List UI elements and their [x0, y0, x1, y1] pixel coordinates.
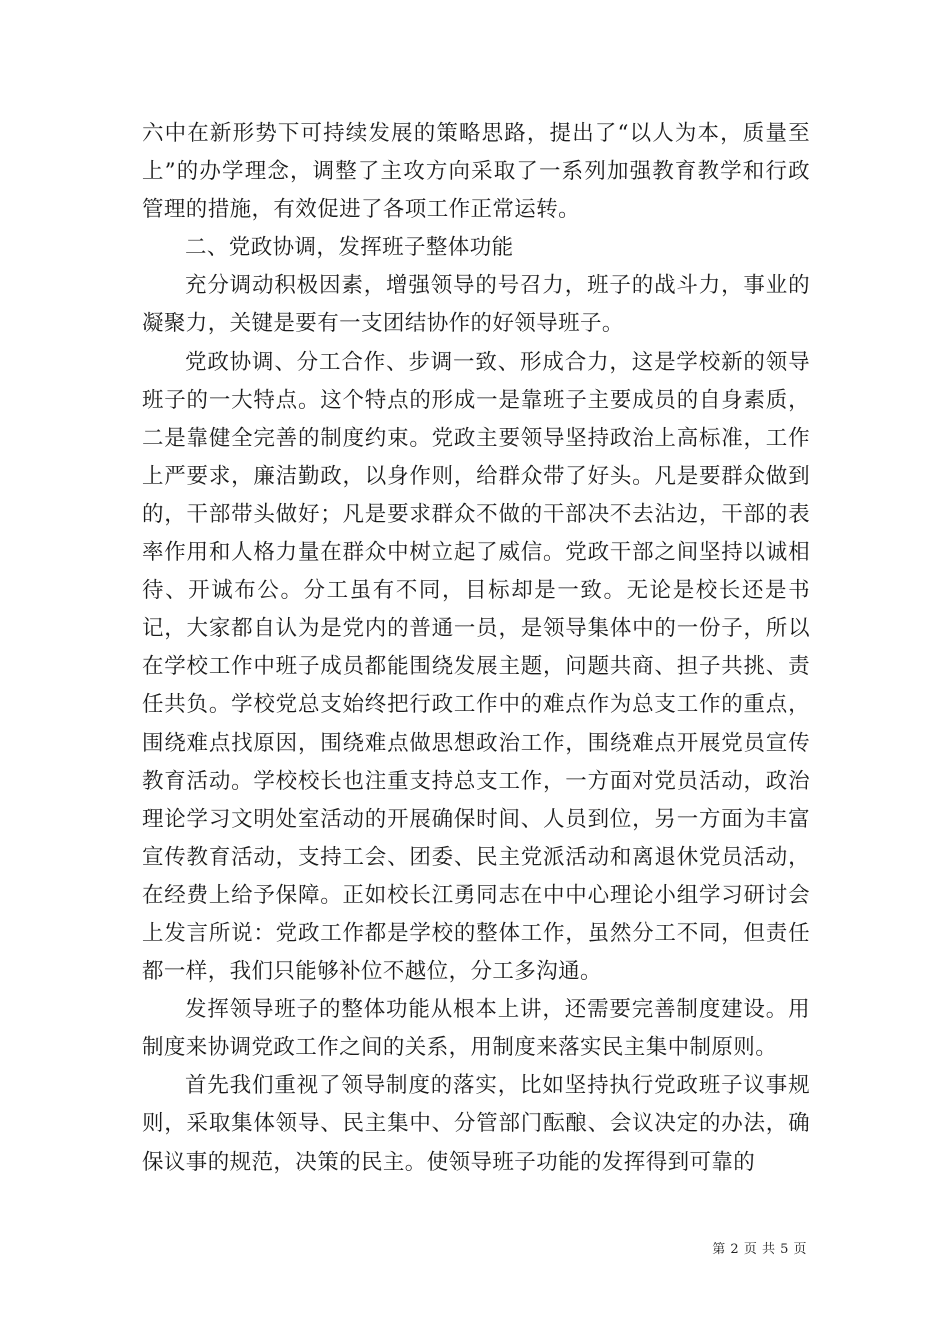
paragraph: 充分调动积极因素，增强领导的号召力，班子的战斗力，事业的凝聚力，关键是要有一支团结协作的好领导班子。: [142, 273, 810, 337]
paragraph: 首先我们重视了领导制度的落实，比如坚持执行党政班子议事规则，采取集体领导、民主集中、分管部门酝酿、会议决定的办法，确保议事的规范，决策的民主。使领导班子功能的发挥得到可靠的: [142, 1073, 810, 1175]
paragraph: 党政协调、分工合作、步调一致、形成合力，这是学校新的领导班子的一大特点。这个特点的形成一是靠班子主要成员的自身素质，二是靠健全完善的制度约束。党政主要领导坚持政治上高标准，工作上严要求，廉洁勤政，以身作则，给群众带了好头。凡是要群众做到的，干部带头做好；凡是要求群众不做的干部决不去沾边，干部的表率作用和人格力量在群众中树立起了威信。党政干部之间坚持以诚相待、开诚布公。分工虽有不同，目标却是一致。无论是校长还是书记，大家都自认为是党内的普通一员，是领导集体中的一份子，所以在学校工作中班子成员都能围绕发展主题，问题共商、担子共挑、责任共负。学校党总支始终把行政工作中的难点作为总支工作的重点，围绕难点找原因，围绕难点做思想政治工作，围绕难点开展党员宣传教育活动。学校校长也注重支持总支工作，一方面对党员活动，政治理论学习文明处室活动的开展确保时间、人员到位，另一方面为丰富宣传教育活动，支持工会、团委、民主党派活动和离退休党员活动，在经费上给予保障。正如校长江勇同志在中中心理论小组学习研讨会上发言所说：党政工作都是学校的整体工作，虽然分工不同，但责任都一样，我们只能够补位不越位，分工多沟通。: [142, 349, 810, 985]
section-heading: 二、党政协调，发挥班子整体功能: [185, 235, 514, 261]
paragraph-continuation: 六中在新形势下可持续发展的策略思路，提出了“以人为本，质量至上”的办学理念，调整了主攻方向采取了一系列加强教育教学和行政管理的措施，有效促进了各项工作正常运转。: [142, 121, 810, 223]
paragraph: 发挥领导班子的整体功能从根本上讲，还需要完善制度建设。用制度来协调党政工作之间的关系，用制度来落实民主集中制原则。: [142, 997, 810, 1061]
document-body: [142, 115, 810, 1182]
page-number: 第 2 页 共 5 页: [712, 1242, 807, 1257]
